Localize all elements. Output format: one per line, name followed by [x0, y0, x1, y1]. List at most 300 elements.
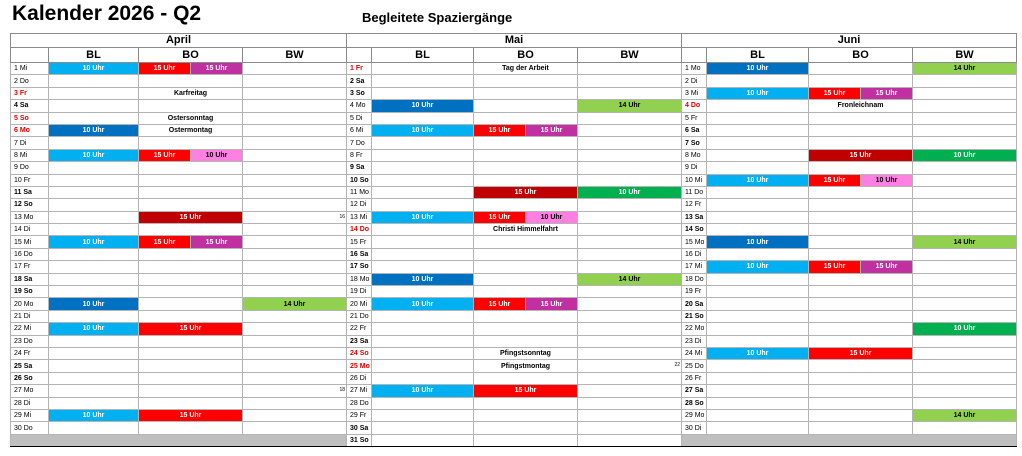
bl-cell	[372, 347, 474, 359]
bo-event: 15 Uhr	[139, 323, 243, 335]
bw-cell	[578, 347, 682, 359]
day-label: 16 Sa	[347, 248, 372, 260]
column-header-bo: BO	[474, 48, 578, 63]
calendar-row	[11, 323, 1017, 335]
day-label: 27 Sa	[682, 385, 707, 397]
day-label: 16 Do	[11, 248, 49, 260]
bw-cell	[243, 261, 347, 273]
bl-event: 10 Uhr	[372, 298, 474, 310]
bo-cell	[139, 360, 243, 372]
bo-event: 15 Uhr	[191, 63, 243, 75]
bo-cell	[139, 248, 243, 260]
day-label: 17 So	[347, 261, 372, 273]
column-header-bw: BW	[243, 48, 347, 63]
bo-cell	[474, 335, 578, 347]
bl-cell	[49, 347, 139, 359]
bl-cell	[372, 87, 474, 99]
holiday-label: Ostermontag	[139, 124, 243, 136]
bo-cell	[139, 75, 243, 87]
bw-cell	[913, 335, 1017, 347]
bo-cell	[809, 286, 913, 298]
calendar-row	[11, 434, 1017, 446]
bo-cell	[139, 310, 243, 322]
bw-cell	[578, 199, 682, 211]
day-label: 19 So	[11, 286, 49, 298]
bl-cell	[707, 112, 809, 124]
bw-cell	[243, 63, 347, 75]
bl-event: 10 Uhr	[49, 236, 139, 248]
bl-cell	[707, 397, 809, 409]
bw-cell	[578, 149, 682, 161]
day-label: 25 Do	[682, 360, 707, 372]
day-label: 29 Mi	[11, 409, 49, 421]
bw-cell	[243, 137, 347, 149]
bl-cell	[707, 75, 809, 87]
day-label: 6 Sa	[682, 124, 707, 136]
bw-cell	[243, 372, 347, 384]
bo-cell	[474, 310, 578, 322]
bo-event: 15 Uhr	[474, 385, 578, 397]
bl-cell	[372, 261, 474, 273]
day-label: 18 Do	[682, 273, 707, 285]
day-label: 3 Mi	[682, 87, 707, 99]
day-label: 7 So	[682, 137, 707, 149]
day-label: 20 Mo	[11, 298, 49, 310]
calendar-row	[11, 385, 1017, 397]
bl-cell	[49, 100, 139, 112]
bl-cell	[707, 409, 809, 421]
day-label: 10 Fr	[11, 174, 49, 186]
day-label: 4 Sa	[11, 100, 49, 112]
bl-cell	[372, 149, 474, 161]
month-name: April	[11, 34, 347, 48]
bl-cell	[707, 137, 809, 149]
bw-cell	[243, 422, 347, 434]
calendar-row	[11, 124, 1017, 136]
holiday-label: Ostersonntag	[139, 112, 243, 124]
bo-cell	[139, 347, 243, 359]
bo-cell	[474, 112, 578, 124]
day-label: 1 Fr	[347, 63, 372, 75]
bw-event: 14 Uhr	[913, 63, 1017, 75]
calendar-row	[11, 335, 1017, 347]
bl-cell	[707, 186, 809, 198]
bl-cell	[49, 360, 139, 372]
bw-cell	[243, 397, 347, 409]
bw-cell	[243, 149, 347, 161]
bl-cell	[49, 186, 139, 198]
day-label: 6 Mi	[347, 124, 372, 136]
day-label: 5 So	[11, 112, 49, 124]
bo-event: 15 Uhr	[139, 211, 243, 223]
bo-event: 15 Uhr	[139, 63, 191, 75]
day-label: 5 Di	[347, 112, 372, 124]
bl-cell	[707, 199, 809, 211]
day-label: 18 Sa	[11, 273, 49, 285]
bw-cell	[243, 186, 347, 198]
bo-cell	[474, 286, 578, 298]
bo-cell	[809, 137, 913, 149]
day-label: 8 Mi	[11, 149, 49, 161]
bw-cell	[913, 87, 1017, 99]
day-label: 4 Mo	[347, 100, 372, 112]
day-label: 12 So	[11, 199, 49, 211]
calendar-table	[10, 33, 1017, 447]
bw-cell	[243, 224, 347, 236]
bw-cell	[578, 248, 682, 260]
day-label: 14 So	[682, 224, 707, 236]
week-number: 16	[339, 213, 345, 220]
day-label: 28 So	[682, 397, 707, 409]
day-label: 23 Di	[682, 335, 707, 347]
holiday-label: Karfreitag	[139, 87, 243, 99]
bl-event: 10 Uhr	[707, 174, 809, 186]
bw-cell	[243, 273, 347, 285]
empty-day-filler	[11, 434, 347, 446]
bw-cell	[578, 236, 682, 248]
column-header-bw: BW	[913, 48, 1017, 63]
bl-cell	[49, 372, 139, 384]
bl-event: 10 Uhr	[372, 273, 474, 285]
bo-cell	[474, 273, 578, 285]
day-label: 23 Do	[11, 335, 49, 347]
bw-cell	[578, 298, 682, 310]
bo-event: 15 Uhr	[526, 124, 578, 136]
day-label: 28 Di	[11, 397, 49, 409]
bl-cell	[372, 224, 474, 236]
bw-cell	[243, 236, 347, 248]
bo-event: 15 Uhr	[139, 236, 191, 248]
bl-event: 10 Uhr	[707, 347, 809, 359]
bo-event: 15 Uhr	[809, 347, 913, 359]
day-label: 30 Sa	[347, 422, 372, 434]
bo-cell	[474, 422, 578, 434]
day-label: 22 Mo	[682, 323, 707, 335]
bo-cell	[139, 186, 243, 198]
bo-event: 15 Uhr	[861, 261, 913, 273]
bw-cell	[578, 87, 682, 99]
bw-cell	[578, 174, 682, 186]
calendar-row	[11, 236, 1017, 248]
bl-cell	[707, 422, 809, 434]
bo-cell	[474, 87, 578, 99]
bl-cell	[372, 434, 474, 446]
bo-cell	[139, 199, 243, 211]
bw-event: 14 Uhr	[243, 298, 347, 310]
bl-cell	[49, 224, 139, 236]
day-label: 2 Do	[11, 75, 49, 87]
bo-event: 10 Uhr	[526, 211, 578, 223]
day-label: 24 So	[347, 347, 372, 359]
bl-cell	[49, 335, 139, 347]
calendar-row	[11, 149, 1017, 161]
bw-cell	[243, 162, 347, 174]
bl-cell	[49, 385, 139, 397]
bl-cell	[372, 286, 474, 298]
calendar-row	[11, 248, 1017, 260]
bl-event: 10 Uhr	[707, 236, 809, 248]
bo-cell	[809, 372, 913, 384]
bl-cell	[707, 211, 809, 223]
calendar-row	[11, 75, 1017, 87]
bo-cell	[474, 174, 578, 186]
bw-cell	[913, 385, 1017, 397]
day-label: 27 Mi	[347, 385, 372, 397]
bo-cell	[809, 273, 913, 285]
bl-cell	[372, 397, 474, 409]
bw-event: 14 Uhr	[913, 236, 1017, 248]
bl-cell	[49, 137, 139, 149]
bo-event: 10 Uhr	[191, 149, 243, 161]
day-label: 9 Sa	[347, 162, 372, 174]
bo-cell	[809, 409, 913, 421]
bw-cell	[913, 273, 1017, 285]
bo-event: 15 Uhr	[474, 298, 526, 310]
day-label: 13 Sa	[682, 211, 707, 223]
bl-cell	[372, 409, 474, 421]
bw-cell	[578, 261, 682, 273]
calendar-row	[11, 261, 1017, 273]
day-label: 3 So	[347, 87, 372, 99]
day-label: 6 Mo	[11, 124, 49, 136]
bo-cell	[809, 422, 913, 434]
day-label: 25 Sa	[11, 360, 49, 372]
bw-cell	[578, 397, 682, 409]
bw-cell	[243, 323, 347, 335]
column-header-bo: BO	[139, 48, 243, 63]
bw-cell	[913, 199, 1017, 211]
week-number: 18	[339, 387, 345, 394]
bl-cell	[707, 360, 809, 372]
bo-cell	[809, 112, 913, 124]
bw-cell	[913, 137, 1017, 149]
bw-cell	[243, 199, 347, 211]
bo-cell	[474, 100, 578, 112]
calendar-row	[11, 286, 1017, 298]
holiday-label: Pfingstsonntag	[474, 347, 578, 359]
bw-cell	[578, 286, 682, 298]
bo-cell	[809, 124, 913, 136]
day-label: 26 Di	[347, 372, 372, 384]
bw-cell	[913, 261, 1017, 273]
day-label: 10 So	[347, 174, 372, 186]
bw-cell	[913, 298, 1017, 310]
bo-cell	[474, 372, 578, 384]
bo-cell	[809, 298, 913, 310]
calendar-row	[11, 409, 1017, 421]
day-label: 25 Mo	[347, 360, 372, 372]
day-label: 20 Mi	[347, 298, 372, 310]
bw-cell	[243, 286, 347, 298]
day-label: 26 Fr	[682, 372, 707, 384]
bw-cell	[243, 124, 347, 136]
day-label: 31 So	[347, 434, 372, 446]
month-name: Mai	[347, 34, 682, 48]
bl-cell	[49, 261, 139, 273]
month-header-row	[11, 34, 1017, 48]
bo-cell	[474, 261, 578, 273]
bw-cell	[578, 335, 682, 347]
bl-event: 10 Uhr	[372, 124, 474, 136]
bo-cell	[139, 422, 243, 434]
calendar-row	[11, 174, 1017, 186]
bo-cell	[474, 137, 578, 149]
day-label: 15 Fr	[347, 236, 372, 248]
bl-cell	[372, 248, 474, 260]
bl-cell	[372, 372, 474, 384]
bw-cell	[913, 112, 1017, 124]
bw-cell	[913, 397, 1017, 409]
bo-event: 15 Uhr	[474, 124, 526, 136]
bl-cell	[49, 248, 139, 260]
month-name: Juni	[682, 34, 1017, 48]
bo-cell	[809, 162, 913, 174]
day-label: 5 Fr	[682, 112, 707, 124]
bw-cell	[243, 75, 347, 87]
day-label: 12 Fr	[682, 199, 707, 211]
bl-cell	[49, 162, 139, 174]
bw-cell	[913, 186, 1017, 198]
day-label: 1 Mi	[11, 63, 49, 75]
bo-cell	[809, 248, 913, 260]
calendar-row	[11, 298, 1017, 310]
holiday-label: Fronleichnam	[809, 100, 913, 112]
bl-cell	[372, 75, 474, 87]
bo-cell	[139, 224, 243, 236]
bw-cell	[578, 137, 682, 149]
bo-cell	[809, 385, 913, 397]
bw-cell	[578, 211, 682, 223]
bl-cell	[49, 87, 139, 99]
day-label: 22 Fr	[347, 323, 372, 335]
day-label: 22 Mi	[11, 323, 49, 335]
bw-cell	[913, 248, 1017, 260]
bl-cell	[49, 174, 139, 186]
bl-cell	[707, 124, 809, 136]
bw-cell	[578, 124, 682, 136]
day-label: 13 Mi	[347, 211, 372, 223]
column-header-bo: BO	[809, 48, 913, 63]
bw-cell	[913, 162, 1017, 174]
bw-cell	[913, 360, 1017, 372]
bo-event: 15 Uhr	[139, 149, 191, 161]
bw-cell	[243, 347, 347, 359]
day-label: 13 Mo	[11, 211, 49, 223]
column-header-bl: BL	[372, 48, 474, 63]
day-label: 21 Di	[11, 310, 49, 322]
bo-cell	[139, 385, 243, 397]
bo-event: 15 Uhr	[474, 211, 526, 223]
date-column-header	[347, 48, 372, 63]
bw-cell	[578, 75, 682, 87]
bw-cell	[913, 211, 1017, 223]
bl-cell	[372, 186, 474, 198]
bl-cell	[49, 310, 139, 322]
bo-cell	[139, 162, 243, 174]
bw-cell	[913, 224, 1017, 236]
bo-event: 15 Uhr	[191, 236, 243, 248]
bl-event: 10 Uhr	[707, 63, 809, 75]
bw-cell	[578, 224, 682, 236]
bw-cell	[243, 100, 347, 112]
day-label: 3 Fr	[11, 87, 49, 99]
bl-event: 10 Uhr	[49, 409, 139, 421]
bl-event: 10 Uhr	[707, 261, 809, 273]
bw-cell	[243, 174, 347, 186]
bl-cell	[372, 199, 474, 211]
column-header-bl: BL	[49, 48, 139, 63]
bl-cell	[707, 323, 809, 335]
bw-cell	[578, 385, 682, 397]
bl-cell	[49, 422, 139, 434]
calendar-row	[11, 199, 1017, 211]
bl-cell	[372, 174, 474, 186]
bl-cell	[372, 360, 474, 372]
bo-cell	[139, 137, 243, 149]
bl-cell	[707, 385, 809, 397]
bw-cell	[578, 310, 682, 322]
day-label: 23 Sa	[347, 335, 372, 347]
bl-cell	[707, 372, 809, 384]
bo-cell	[809, 335, 913, 347]
bw-cell	[913, 286, 1017, 298]
bl-cell	[707, 224, 809, 236]
day-label: 24 Fr	[11, 347, 49, 359]
bw-cell	[578, 422, 682, 434]
bo-cell	[474, 162, 578, 174]
day-label: 28 Do	[347, 397, 372, 409]
holiday-label: Christi Himmelfahrt	[474, 224, 578, 236]
day-label: 8 Fr	[347, 149, 372, 161]
bw-cell	[243, 310, 347, 322]
bl-cell	[49, 286, 139, 298]
column-header-bl: BL	[707, 48, 809, 63]
bl-cell	[372, 63, 474, 75]
bw-event: 10 Uhr	[578, 186, 682, 198]
bl-cell	[372, 335, 474, 347]
bl-cell	[707, 149, 809, 161]
bo-event: 15 Uhr	[526, 298, 578, 310]
bl-cell	[49, 211, 139, 223]
bo-cell	[474, 409, 578, 421]
bw-cell	[578, 409, 682, 421]
bo-event: 15 Uhr	[861, 87, 913, 99]
day-label: 2 Sa	[347, 75, 372, 87]
empty-day-filler	[682, 434, 1017, 446]
bw-cell	[243, 385, 347, 397]
holiday-label: Pfingstmontag	[474, 360, 578, 372]
bl-cell	[49, 397, 139, 409]
bw-cell	[578, 434, 682, 446]
bl-event: 10 Uhr	[49, 63, 139, 75]
bo-event: 15 Uhr	[809, 87, 861, 99]
day-label: 29 Mo	[682, 409, 707, 421]
calendar-row	[11, 397, 1017, 409]
page-title: Kalender 2026 - Q2	[12, 2, 202, 25]
bo-event: 15 Uhr	[809, 174, 861, 186]
bl-event: 10 Uhr	[49, 149, 139, 161]
day-label: 26 So	[11, 372, 49, 384]
day-label: 16 Di	[682, 248, 707, 260]
column-header-bw: BW	[578, 48, 682, 63]
bw-cell	[243, 335, 347, 347]
day-label: 17 Mi	[682, 261, 707, 273]
day-label: 15 Mo	[682, 236, 707, 248]
bo-cell	[474, 248, 578, 260]
bw-cell	[913, 372, 1017, 384]
holiday-label: Tag der Arbeit	[474, 63, 578, 75]
bo-cell	[139, 100, 243, 112]
